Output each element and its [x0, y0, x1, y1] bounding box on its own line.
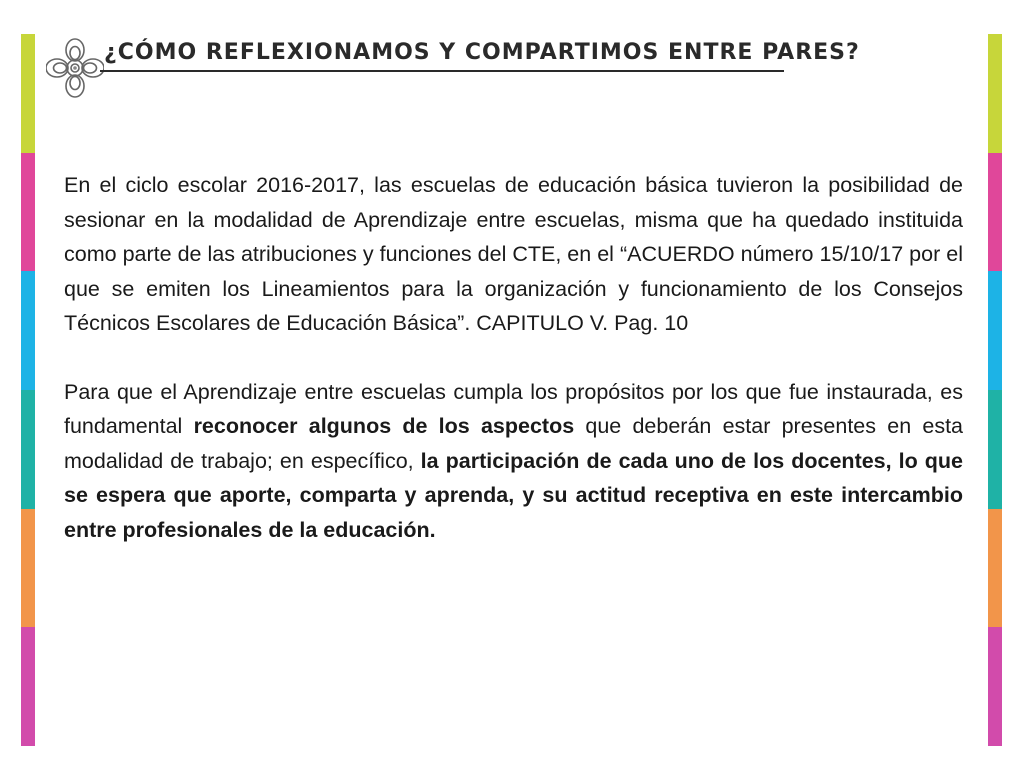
slide-header	[46, 36, 860, 100]
stripe-segment-pink	[988, 153, 1002, 272]
left-color-stripe	[21, 34, 35, 746]
stripe-segment-magenta	[21, 627, 35, 746]
stripe-segment-blue	[988, 271, 1002, 390]
stripe-segment-lime	[21, 34, 35, 153]
stripe-segment-blue	[21, 271, 35, 390]
body-text	[64, 168, 963, 547]
right-color-stripe	[988, 34, 1002, 746]
stripe-segment-lime	[988, 34, 1002, 153]
paragraph-2-text-part-2: que deberán estar presentes en esta modalidad de trabajo; en específico,	[64, 414, 963, 473]
stripe-segment-orange	[21, 509, 35, 628]
stripe-segment-teal	[988, 390, 1002, 509]
paragraph-2-text-part-1: Para que el Aprendizaje entre escuelas cumpla los propósitos por los que fue instaurada, es fundamental	[64, 379, 963, 438]
page-title: ¿CÓMO REFLEXIONAMOS Y COMPARTIMOS ENTRE PARES?	[104, 40, 860, 65]
paragraph-2	[64, 375, 963, 548]
title-underline	[100, 70, 784, 72]
stripe-segment-teal	[21, 390, 35, 509]
paragraph-2-bold-part-2: la participación de cada uno de los docentes, lo que se espera que aporte, comparta y aprenda, y su actitud receptiva en este intercambio entre profesionales de la educación.	[64, 448, 964, 542]
flower-ornament-icon	[46, 36, 104, 100]
stripe-segment-pink	[21, 153, 35, 272]
stripe-segment-magenta	[988, 627, 1002, 746]
stripe-segment-orange	[988, 509, 1002, 628]
paragraph-1: En el ciclo escolar 2016-2017, las escuelas de educación básica tuvieron la posibilidad de sesionar en la modalidad de Aprendizaje entre escuelas, misma que ha quedado instituida como parte de las atribuciones y funciones del CTE, en el “ACUERDO número 15/10/17 por el que se emiten los Lineamientos para la organización y funcionamiento de los Consejos Técnicos Escolares de Educación Básica”. CAPITULO V. Pag. 10	[64, 173, 963, 335]
paragraph-2-bold-part-1: reconocer algunos de los aspectos	[193, 414, 575, 438]
